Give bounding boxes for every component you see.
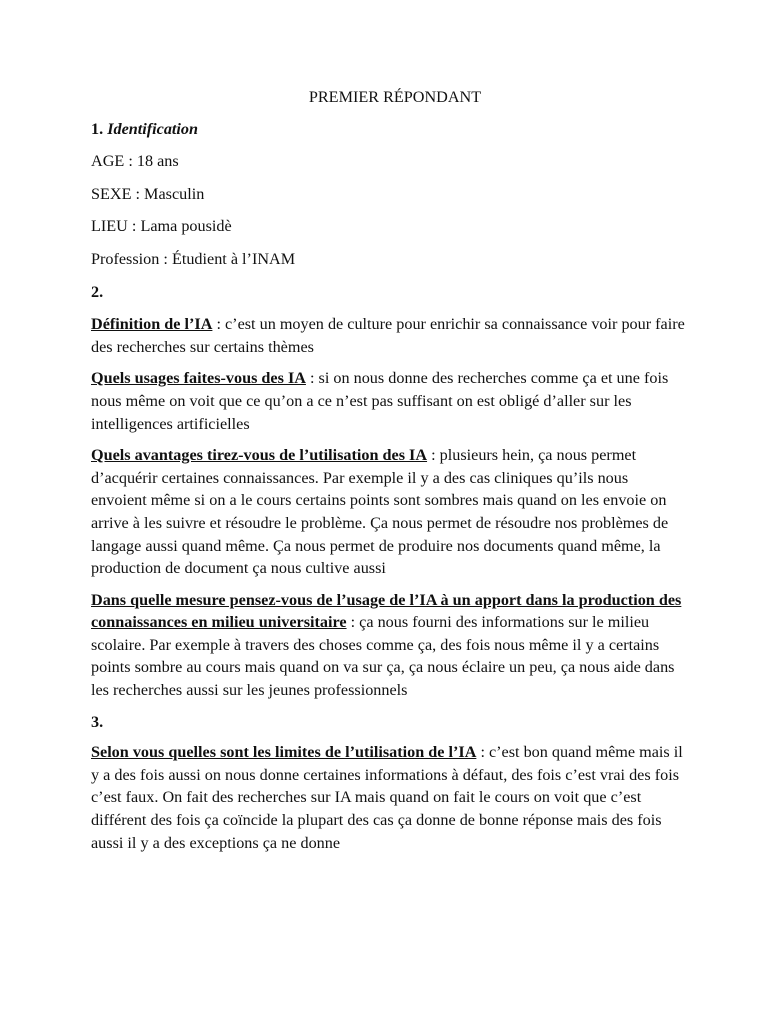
section-1-number: 1.: [91, 119, 104, 138]
document-page: [91, 86, 685, 863]
document-title: PREMIER RÉPONDANT: [308, 88, 482, 106]
qa-apport-universitaire: [91, 589, 685, 702]
identification-profession: Profession : Étudient à l’INAM: [91, 249, 296, 268]
qa-limites: [91, 741, 685, 854]
section-3-number: 3.: [91, 712, 104, 731]
question-text: Dans quelle mesure pensez-vous de l’usage de l’IA à un apport dans la production des connaissances en milieu universitaire: [91, 590, 682, 632]
qa-definition: [91, 313, 685, 358]
question-text: Quels usages faites-vous des IA: [91, 369, 306, 388]
qa-usages: [91, 367, 685, 435]
question-text: Quels avantages tirez-vous de l’utilisation des IA: [91, 446, 428, 465]
question-text: Selon vous quelles sont les limites de l’utilisation de l’IA: [91, 743, 477, 762]
section-2-number: 2.: [91, 282, 104, 301]
answer-text: : plusieurs hein, ça nous permet d’acquérir certaines connaissances. Par exemple il y a des cas cliniques qu’ils nous envoient même si on a le cours certains points sont sombres mais quand on les envoie on arrive à les suivre et résoudre le problème. Ça nous permet de résoudre nos problèmes de langage aussi quand même. Ça nous permet de produire nos documents quand même, la production de document ça nous cultive aussi: [91, 446, 669, 578]
question-text: Définition de l’IA: [91, 315, 213, 334]
section-1-heading: [91, 118, 685, 141]
answer-text: : c’est un moyen de culture pour enrichir sa connaissance voir pour faire des recherches sur certains thèmes: [91, 315, 685, 356]
identification-lieu: LIEU : Lama pousidè: [91, 217, 232, 236]
answer-text: : si on nous donne des recherches comme ça et une fois nous même on voit que ce qu’on a ce n’est pas suffisant on est obligé d’aller sur les intelligences artificielles: [91, 369, 669, 433]
answer-text: : c’est bon quand même mais il y a des fois aussi on nous donne certaines informations à défaut, des fois c’est vrai des fois c’est faux. On fait des recherches sur IA mais quand on fait le cours on voit que c’est différent des fois ça coïncide la plupart des cas ça donne de bonne réponse mais des fois aussi il y a des exceptions ça ne donne: [91, 743, 683, 852]
qa-avantages: [91, 444, 685, 580]
identification-age: AGE : 18 ans: [91, 152, 179, 171]
section-1-label: Identification: [107, 119, 199, 138]
answer-text: : ça nous fourni des informations sur le milieu scolaire. Par exemple à travers des choses comme ça, des fois nous même il y a certains points sombre au cours mais quand on va sur ça, ça nous éclaire un peu, ça nous aide dans les recherches aussi sur les jeunes professionnels: [91, 613, 675, 700]
identification-sexe: SEXE : Masculin: [91, 184, 205, 203]
